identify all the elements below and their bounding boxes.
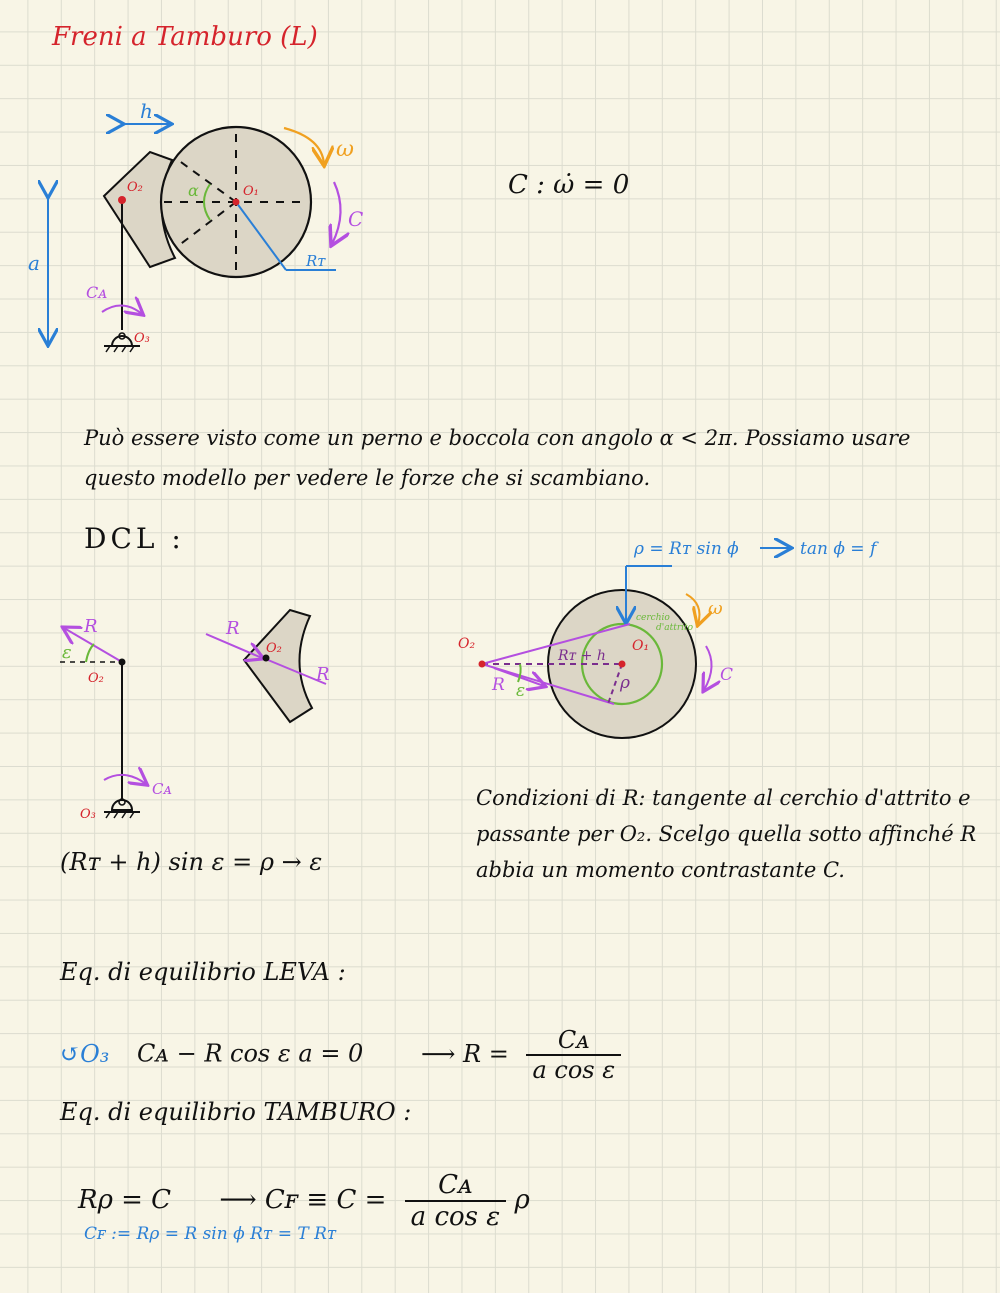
shoe-o2-label: O₂ — [266, 641, 282, 656]
rt-plus-h-label: Rᴛ + h — [558, 648, 606, 664]
eq-leva-arrow: ⟶ R = — [420, 1039, 509, 1068]
a-label: a — [28, 251, 40, 275]
eq-leva-lhs: Cᴀ − R cos ε a = 0 — [137, 1039, 364, 1068]
attrito-label: d'attrito — [656, 623, 694, 633]
rho-equation: ρ = Rᴛ sin ϕ — [634, 539, 739, 559]
eq-tamb-lhs: Rρ = C — [78, 1185, 172, 1215]
eq-leva-den: a cos ε — [532, 1056, 616, 1084]
lever-o3-label: O₃ — [80, 807, 96, 822]
cf-definition: Cꜰ := Rρ = R sin ϕ Rᴛ = T Rᴛ — [84, 1224, 337, 1244]
ca-label: Cᴀ — [86, 283, 108, 302]
eq-leva-num: Cᴀ — [526, 1026, 621, 1056]
eq-leva-title: Eq. di equilibrio LEVA : — [60, 958, 346, 986]
drum-omega-label: ω — [708, 598, 723, 619]
alpha-label: α — [188, 181, 199, 200]
eq-leva-equation — [60, 1026, 621, 1084]
o1-label: O₁ — [243, 184, 259, 199]
eq-tamb-den: a cos ε — [410, 1202, 501, 1232]
o3-label: O₃ — [134, 331, 150, 346]
drum-rho-label: ρ — [620, 673, 630, 693]
lever-r-label: R — [84, 616, 98, 637]
condition-equation: C : ω̇ = 0 — [508, 170, 630, 200]
intro-paragraph: Può essere visto come un perno e boccola con angolo α < 2π. Possiamo usare questo modello per vedere le forze che si scambiano. — [84, 426, 911, 490]
lever-o2-label: O₂ — [88, 671, 104, 686]
drum-eps-label: ε — [516, 681, 526, 701]
cerchio-label: cerchio — [636, 613, 670, 623]
o2-label: O₂ — [127, 180, 143, 195]
eq-tamb-fraction — [405, 1170, 507, 1232]
eq-tamb-title: Eq. di equilibrio TAMBURO : — [60, 1098, 412, 1126]
eq-tamb-equation — [78, 1170, 530, 1232]
drum-r-label: R — [492, 675, 505, 695]
shoe-r-bottom-label: R — [316, 664, 330, 685]
lever-ca-label: Cᴀ — [152, 780, 172, 798]
drum-c-label: C — [720, 665, 734, 685]
h-label: h — [140, 99, 153, 123]
shoe-r-top-label: R — [226, 618, 240, 639]
shoe-fbd — [244, 610, 312, 722]
tan-equation: tan ϕ = f — [800, 539, 877, 559]
lever-eps-label: ε — [62, 642, 72, 663]
epsilon-equation: (Rᴛ + h) sin ε = ρ → ε — [60, 848, 323, 876]
drum-o1-label: O₁ — [632, 638, 650, 654]
drum-brake-diagram — [0, 0, 1000, 400]
eq-tamb-arrow: ⟶ Cꜰ ≡ C = — [219, 1185, 387, 1215]
moment-o3-tag: ↺O₃ — [60, 1039, 110, 1068]
conditions-text: Condizioni di R: tangente al cerchio d'attrito e passante per O₂. Scelgo quella sotto affinché R abbia un momento contrastante C. — [476, 786, 977, 882]
c-label: C — [348, 207, 364, 231]
eq-leva-fraction — [526, 1026, 621, 1084]
rt-label: Rᴛ — [306, 252, 326, 270]
drum-o2-label: O₂ — [458, 636, 476, 652]
page-title: Freni a Tamburo (L) — [52, 22, 318, 52]
omega-label: ω — [336, 137, 354, 162]
eq-tamb-num: Cᴀ — [405, 1170, 507, 1202]
dcl-heading: DCL : — [84, 522, 185, 555]
eq-tamb-tail: ρ — [514, 1185, 530, 1215]
